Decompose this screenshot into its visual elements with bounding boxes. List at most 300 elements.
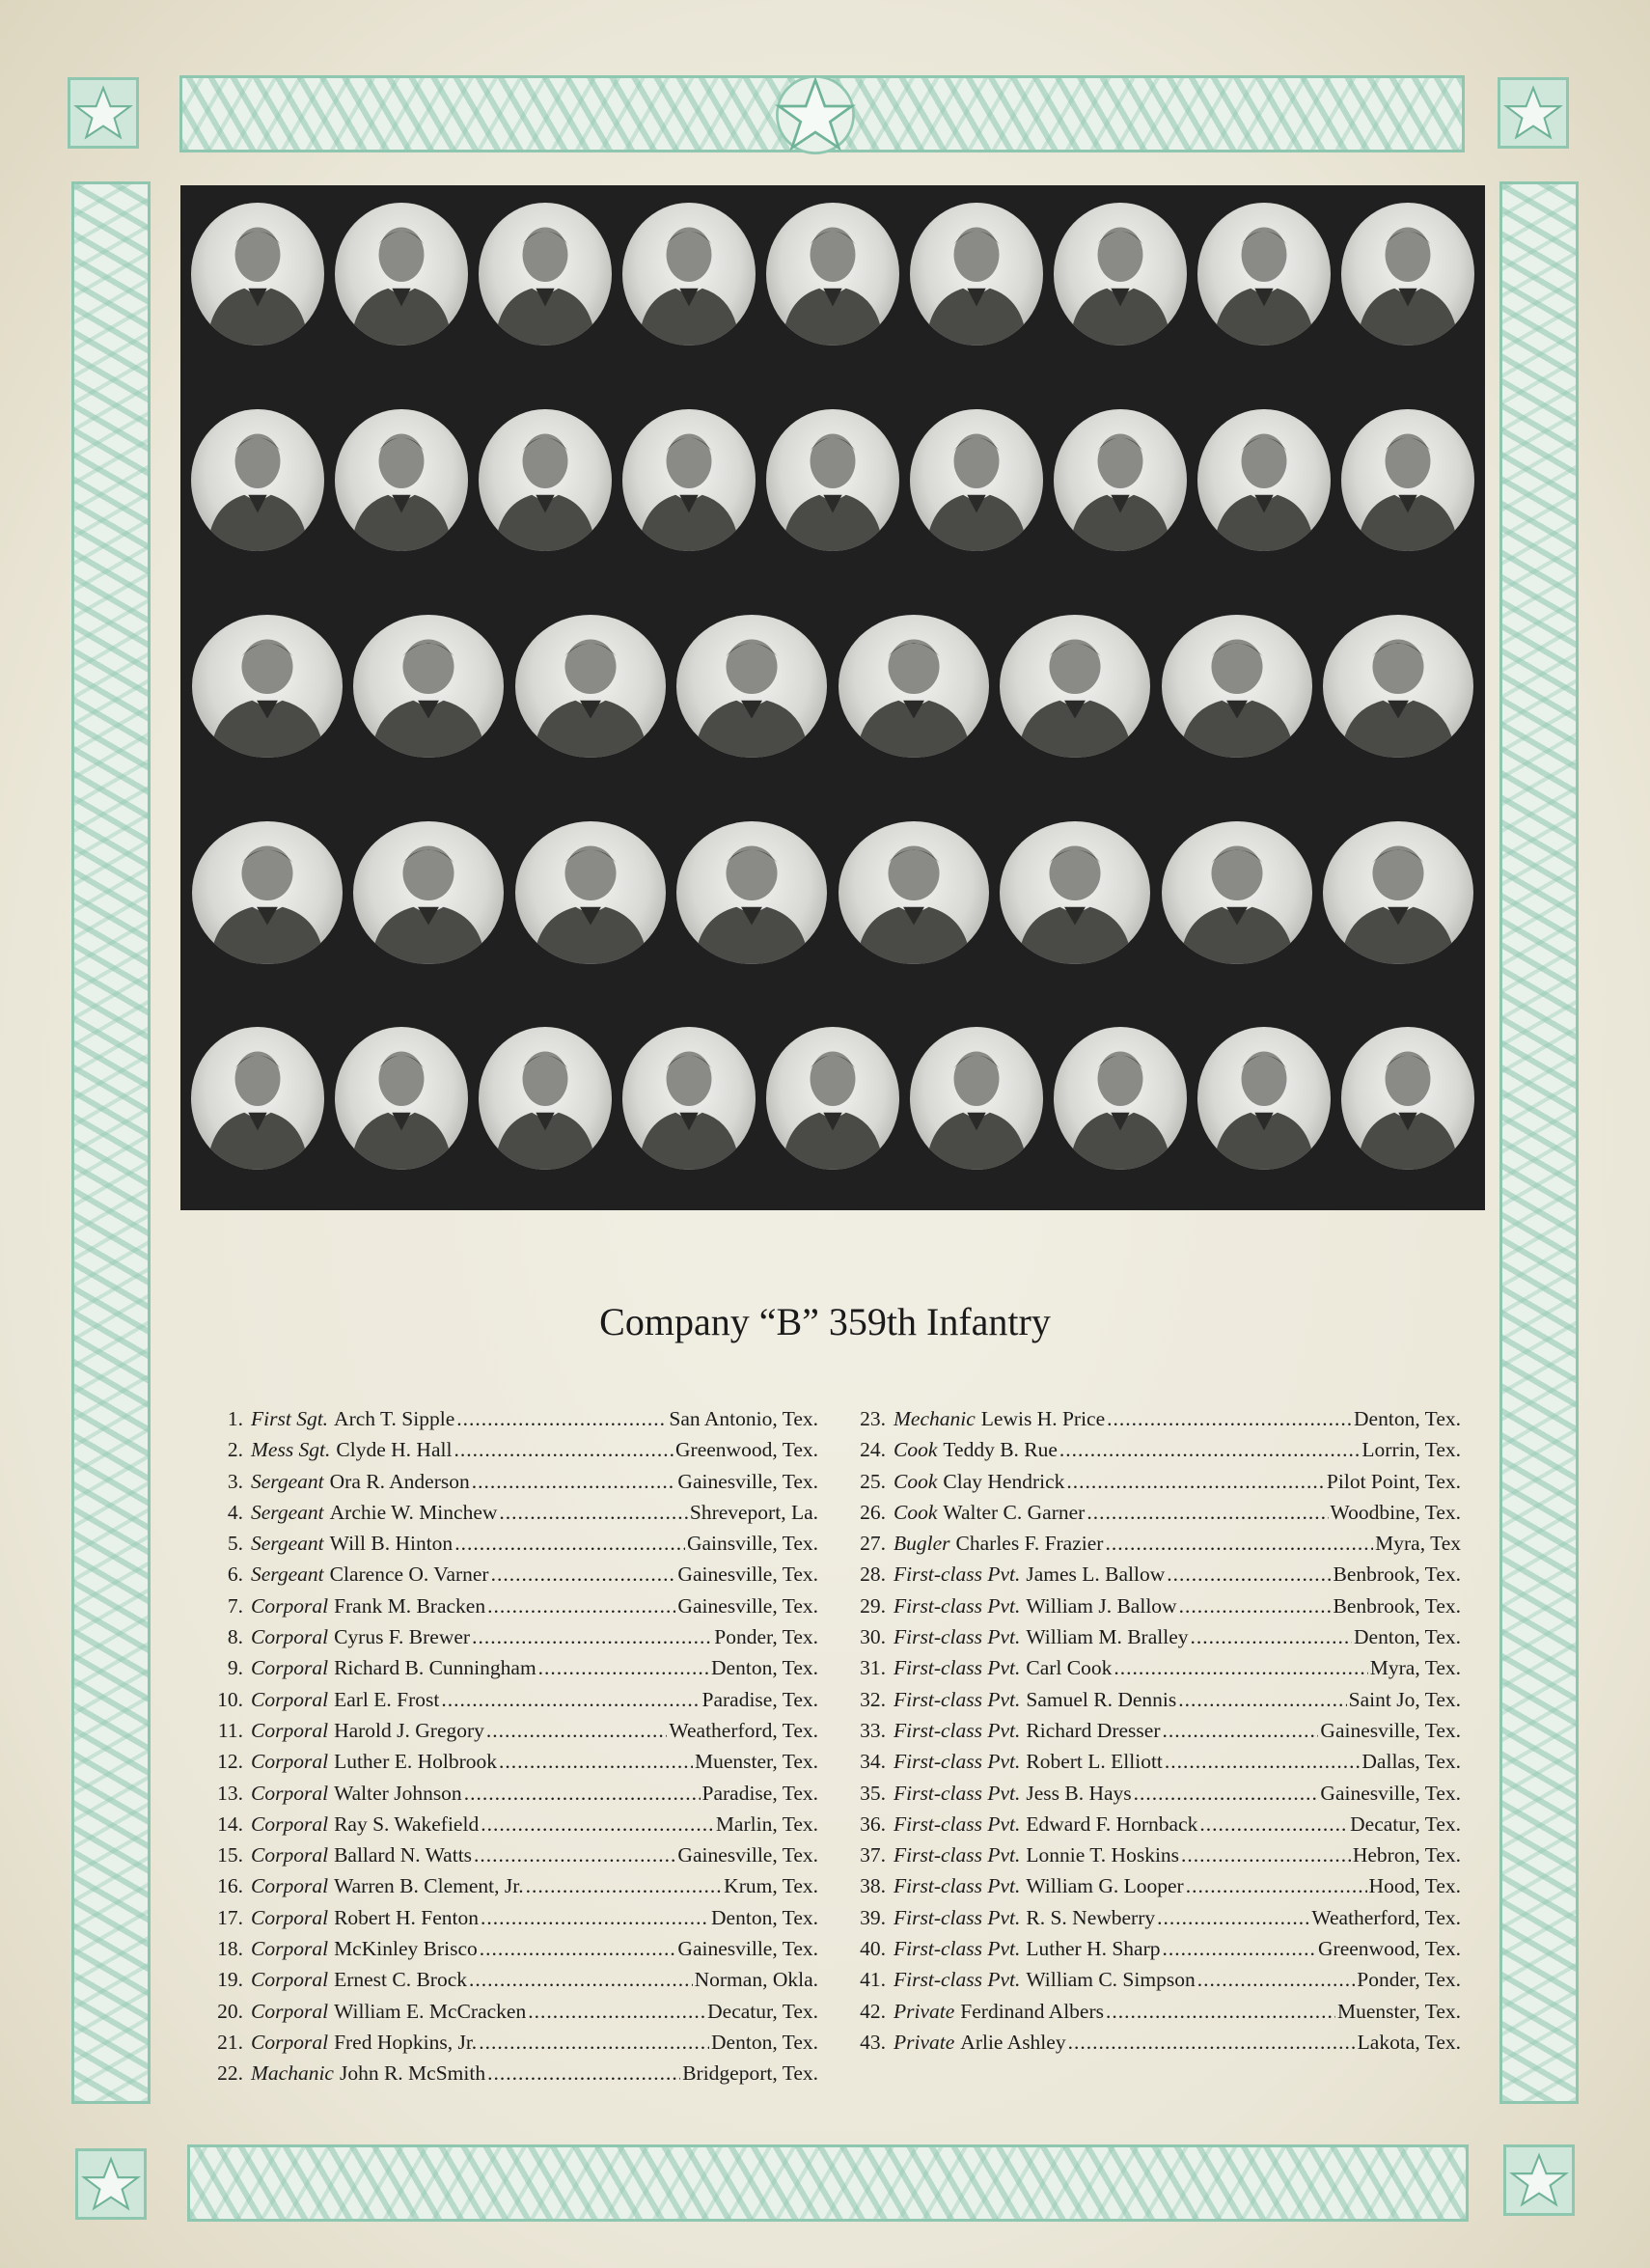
roster-number: 43. <box>860 2030 886 2054</box>
center-star-icon <box>772 71 859 158</box>
roster-rank: Machanic <box>251 2061 334 2086</box>
roster-rank: Mechanic <box>894 1407 976 1430</box>
dot-leader <box>441 1688 700 1712</box>
roster-entry <box>843 1438 1461 1469</box>
roster-name: Fred Hopkins, Jr. <box>334 2030 478 2054</box>
roster-entry <box>843 1625 1461 1656</box>
portrait-photo <box>622 203 756 346</box>
roster-name: William J. Ballow <box>1026 1593 1177 1618</box>
star-icon <box>1498 77 1569 149</box>
dot-leader <box>1086 1501 1328 1525</box>
roster-rank: Private <box>894 1999 955 2023</box>
roster-number: 7. <box>227 1593 243 1618</box>
dot-leader <box>481 1812 714 1837</box>
portrait-photo <box>839 615 989 758</box>
dot-leader <box>454 1438 674 1462</box>
roster-town: Pilot Point, Tex. <box>1326 1469 1461 1493</box>
portrait-photo <box>192 615 343 758</box>
roster-rank: Sergeant <box>251 1500 324 1524</box>
portrait-photo <box>766 1027 899 1170</box>
roster-rank: Corporal <box>251 1593 329 1618</box>
roster-number: 21. <box>217 2030 243 2054</box>
roster-entry <box>843 1532 1461 1563</box>
portrait-photo <box>1000 821 1150 964</box>
portrait-photo <box>1323 615 1473 758</box>
dot-leader <box>454 1532 685 1556</box>
roster-number: 14. <box>217 1812 243 1836</box>
roster-rank: Corporal <box>251 1781 329 1805</box>
roster-number: 35. <box>860 1781 886 1805</box>
dot-leader <box>1186 1874 1367 1898</box>
roster-name: Frank M. Bracken <box>334 1593 486 1618</box>
roster-rank: First-class Pvt. <box>894 1843 1021 1867</box>
roster-town: Myra, Tex <box>1375 1532 1461 1556</box>
roster-number: 18. <box>217 1937 243 1961</box>
roster-entry <box>201 1501 818 1532</box>
left-ornament-band <box>71 181 151 2104</box>
roster-town: Lakota, Tex. <box>1357 2030 1461 2054</box>
roster-entry <box>843 1782 1461 1812</box>
dot-leader <box>480 1937 676 1961</box>
roster-town: Shreveport, La. <box>689 1500 818 1524</box>
portrait-photo <box>766 203 899 346</box>
roster-entry <box>201 1968 818 1999</box>
dot-leader <box>1197 1968 1356 1992</box>
roster-town: Bridgeport, Tex. <box>682 2061 818 2086</box>
roster-town: Krum, Tex. <box>724 1874 818 1898</box>
dot-leader <box>469 1968 693 1992</box>
roster-entry <box>201 1407 818 1438</box>
portrait-photo <box>1197 203 1331 346</box>
dot-leader <box>1178 1688 1346 1712</box>
roster-rank: Corporal <box>251 1968 329 1992</box>
dot-leader <box>487 1594 675 1618</box>
dot-leader <box>487 2061 680 2086</box>
roster-number: 27. <box>860 1532 886 1556</box>
roster-town: Saint Jo, Tex. <box>1348 1687 1461 1711</box>
roster-rank: First-class Pvt. <box>894 1937 1021 1961</box>
roster-number: 17. <box>217 1905 243 1929</box>
roster-name: Teddy B. Rue <box>943 1438 1058 1462</box>
roster-town: Paradise, Tex. <box>701 1687 818 1711</box>
roster-rank: Sergeant <box>251 1469 324 1493</box>
page-title: Company “B” 359th Infantry <box>599 1300 1051 1343</box>
roster-rank: Corporal <box>251 1656 329 1680</box>
roster-town: Denton, Tex. <box>711 2030 818 2054</box>
roster-number: 11. <box>217 1718 243 1742</box>
roster-name: R. S. Newberry <box>1026 1905 1156 1929</box>
portrait-photo <box>676 821 827 964</box>
roster-number: 20. <box>217 1999 243 2023</box>
roster-name: Robert H. Fenton <box>334 1905 479 1929</box>
roster-town: Gainesville, Tex. <box>677 1937 818 1961</box>
roster-entry <box>843 2031 1461 2061</box>
roster-rank: First-class Pvt. <box>894 1625 1021 1649</box>
dot-leader <box>499 1501 687 1525</box>
roster-entry <box>843 1937 1461 1968</box>
roster-name: Cyrus F. Brewer <box>334 1625 471 1649</box>
roster-entry <box>201 1906 818 1937</box>
dot-leader <box>456 1407 667 1431</box>
roster-town: Weatherford, Tex. <box>669 1718 818 1742</box>
bottom-ornament-band <box>187 2144 1469 2222</box>
portrait-photo <box>1323 821 1473 964</box>
portrait-photo <box>353 615 504 758</box>
roster-entry <box>843 1688 1461 1719</box>
dot-leader <box>479 2031 709 2055</box>
portrait-photo <box>1162 615 1312 758</box>
roster-name: William E. McCracken <box>334 1999 527 2023</box>
roster-entry <box>201 1656 818 1687</box>
portrait-photo <box>910 203 1043 346</box>
roster-entry <box>843 1719 1461 1750</box>
roster-entry <box>201 1594 818 1625</box>
roster-name: William C. Simpson <box>1026 1968 1196 1992</box>
roster-name: Richard B. Cunningham <box>334 1656 536 1680</box>
roster-town: Ponder, Tex. <box>1357 1968 1461 1992</box>
roster-name: Ballard N. Watts <box>334 1843 473 1867</box>
roster-rank: Cook <box>894 1469 938 1493</box>
roster-rank: First-class Pvt. <box>894 1687 1021 1711</box>
dot-leader <box>499 1750 693 1774</box>
roster-number: 24. <box>860 1438 886 1462</box>
portrait-photo <box>1000 615 1150 758</box>
roster-rank: Sergeant <box>251 1532 324 1556</box>
dot-leader <box>538 1656 709 1680</box>
roster-entry <box>843 1594 1461 1625</box>
portrait-photo <box>622 1027 756 1170</box>
roster-name: Arlie Ashley <box>960 2030 1066 2054</box>
roster-number: 15. <box>217 1843 243 1867</box>
roster-rank: Corporal <box>251 2030 329 2054</box>
roster-entry <box>843 1501 1461 1532</box>
roster-rank: Corporal <box>251 1718 329 1742</box>
roster-entry <box>201 2031 818 2061</box>
portrait-photo <box>335 203 468 346</box>
portrait-photo <box>191 1027 324 1170</box>
roster-town: Denton, Tex. <box>1354 1625 1461 1649</box>
roster-number: 13. <box>217 1781 243 1805</box>
roster-rank: Private <box>894 2030 955 2054</box>
roster-name: Jess B. Hays <box>1026 1781 1132 1805</box>
portrait-photo <box>192 821 343 964</box>
roster-number: 32. <box>860 1687 886 1711</box>
portrait-photo <box>622 409 756 552</box>
roster-rank: Cook <box>894 1438 938 1462</box>
roster-rank: First-class Pvt. <box>894 1968 1021 1992</box>
right-ornament-band <box>1499 181 1579 2104</box>
portrait-photo <box>1054 203 1187 346</box>
roster-town: Greenwood, Tex. <box>1318 1937 1461 1961</box>
roster-rank: First-class Pvt. <box>894 1905 1021 1929</box>
roster-name: Robert L. Elliott <box>1026 1750 1163 1774</box>
roster-town: Muenster, Tex. <box>1336 1999 1461 2023</box>
roster-rank: First-class Pvt. <box>894 1781 1021 1805</box>
roster-name: Earl E. Frost <box>334 1687 440 1711</box>
roster-number: 4. <box>227 1500 243 1524</box>
roster-town: Greenwood, Tex. <box>675 1438 818 1462</box>
roster-name: Clarence O. Varner <box>329 1563 489 1587</box>
roster-rank: Cook <box>894 1500 938 1524</box>
roster-name: Will B. Hinton <box>329 1532 454 1556</box>
roster-entry <box>201 1782 818 1812</box>
portrait-photo <box>479 203 612 346</box>
roster-entry <box>843 1656 1461 1687</box>
roster-rank: Corporal <box>251 1999 329 2023</box>
roster-name: Lewis H. Price <box>980 1407 1106 1430</box>
roster-entry <box>201 1937 818 1968</box>
roster-number: 31. <box>860 1656 886 1680</box>
portrait-photo <box>479 409 612 552</box>
roster-number: 22. <box>217 2061 243 2086</box>
star-icon <box>68 77 139 149</box>
roster-name: Harold J. Gregory <box>334 1718 484 1742</box>
dot-leader <box>1181 1843 1351 1867</box>
roster-number: 42. <box>860 1999 886 2023</box>
roster-name: Carl Cook <box>1026 1656 1113 1680</box>
portrait-photo <box>1054 1027 1187 1170</box>
roster-number: 38. <box>860 1874 886 1898</box>
roster-number: 37. <box>860 1843 886 1867</box>
roster-entry <box>843 1906 1461 1937</box>
dot-leader <box>1106 2000 1335 2024</box>
roster-town: Gainesville, Tex. <box>677 1843 818 1867</box>
roster-name: John R. McSmith <box>339 2061 486 2086</box>
portrait-photo <box>676 615 827 758</box>
roster-town: Woodbine, Tex. <box>1330 1500 1461 1524</box>
roster-rank: First-class Pvt. <box>894 1750 1021 1774</box>
roster-town: Gainesville, Tex. <box>1320 1718 1461 1742</box>
roster-number: 26. <box>860 1500 886 1524</box>
roster-rank: First-class Pvt. <box>894 1812 1021 1836</box>
roster-name: Charles F. Frazier <box>955 1532 1104 1556</box>
roster-town: Gainsville, Tex. <box>686 1532 818 1556</box>
roster-rank: Corporal <box>251 1905 329 1929</box>
portrait-photo <box>1162 821 1312 964</box>
roster-number: 39. <box>860 1905 886 1929</box>
dot-leader <box>472 1470 676 1494</box>
roster-town: Benbrook, Tex. <box>1333 1593 1461 1618</box>
roster-rank: Sergeant <box>251 1563 324 1587</box>
roster-entry <box>843 1874 1461 1905</box>
roster-name: Ernest C. Brock <box>334 1968 467 1992</box>
dot-leader <box>526 1874 723 1898</box>
roster-town: Benbrook, Tex. <box>1333 1563 1461 1587</box>
roster-name: Luther E. Holbrook <box>334 1750 498 1774</box>
roster-entry <box>201 1719 818 1750</box>
roster-number: 1. <box>227 1407 243 1430</box>
dot-leader <box>486 1719 668 1743</box>
roster-town: Muenster, Tex. <box>694 1750 818 1774</box>
roster-right-column <box>843 1407 1461 2061</box>
roster-entry <box>843 1812 1461 1843</box>
roster-rank: First-class Pvt. <box>894 1874 1021 1898</box>
portrait-photo <box>335 409 468 552</box>
dot-leader <box>1162 1719 1318 1743</box>
portrait-photo <box>766 409 899 552</box>
roster-number: 34. <box>860 1750 886 1774</box>
roster-entry <box>201 2061 818 2092</box>
roster-entry <box>201 1750 818 1781</box>
roster-name: Arch T. Sipple <box>334 1407 455 1430</box>
dot-leader <box>1165 1750 1361 1774</box>
dot-leader <box>1066 1470 1325 1494</box>
roster-town: Decatur, Tex. <box>707 1999 818 2023</box>
portrait-photo <box>910 409 1043 552</box>
roster-name: Walter C. Garner <box>943 1500 1086 1524</box>
roster-entry <box>201 1874 818 1905</box>
roster-town: Decatur, Tex. <box>1350 1812 1461 1836</box>
portrait-photo <box>515 821 666 964</box>
roster-number: 40. <box>860 1937 886 1961</box>
roster-town: Gainesville, Tex. <box>677 1593 818 1618</box>
roster-number: 41. <box>860 1968 886 1992</box>
portrait-photo <box>1341 409 1474 552</box>
roster-number: 30. <box>860 1625 886 1649</box>
roster-name: Samuel R. Dennis <box>1026 1687 1177 1711</box>
dot-leader <box>1157 1906 1309 1930</box>
roster-entry <box>843 1407 1461 1438</box>
roster-name: William M. Bralley <box>1026 1625 1189 1649</box>
roster-town: Marlin, Tex. <box>715 1812 818 1836</box>
roster-town: Hebron, Tex. <box>1352 1843 1461 1867</box>
dot-leader <box>1105 1532 1373 1556</box>
portrait-photo <box>1341 203 1474 346</box>
dot-leader <box>472 1625 712 1649</box>
roster-entry <box>201 1625 818 1656</box>
roster-rank: Corporal <box>251 1843 329 1867</box>
portrait-photo <box>1341 1027 1474 1170</box>
roster-number: 16. <box>217 1874 243 1898</box>
roster-entry <box>201 1843 818 1874</box>
roster-rank: Corporal <box>251 1937 329 1961</box>
portrait-photo <box>1054 409 1187 552</box>
roster-number: 3. <box>227 1469 243 1493</box>
roster-number: 12. <box>217 1750 243 1774</box>
roster-number: 19. <box>217 1968 243 1992</box>
roster-number: 6. <box>227 1563 243 1587</box>
roster-name: William G. Looper <box>1026 1874 1184 1898</box>
roster-town: Myra, Tex. <box>1369 1656 1461 1680</box>
roster-name: McKinley Brisco <box>334 1937 478 1961</box>
dot-leader <box>1163 1937 1317 1961</box>
roster-entry <box>843 1563 1461 1593</box>
roster-rank: Corporal <box>251 1874 329 1898</box>
roster-name: Lonnie T. Hoskins <box>1026 1843 1180 1867</box>
dot-leader <box>1059 1438 1360 1462</box>
roster-number: 25. <box>860 1469 886 1493</box>
roster-town: Denton, Tex. <box>711 1656 818 1680</box>
dot-leader <box>1179 1594 1332 1618</box>
roster-town: Gainesville, Tex. <box>677 1469 818 1493</box>
roster-number: 8. <box>227 1625 243 1649</box>
roster-entry <box>843 1470 1461 1501</box>
roster-name: Ferdinand Albers <box>960 1999 1104 2023</box>
dot-leader <box>464 1782 701 1806</box>
roster-entry <box>201 1438 818 1469</box>
roster-name: Luther H. Sharp <box>1026 1937 1161 1961</box>
dot-leader <box>1134 1782 1319 1806</box>
roster-number: 28. <box>860 1563 886 1587</box>
roster-town: Norman, Okla. <box>694 1968 818 1992</box>
roster-entry <box>843 1750 1461 1781</box>
roster-name: James L. Ballow <box>1026 1563 1166 1587</box>
roster-rank: Bugler <box>894 1532 950 1556</box>
roster-town: Paradise, Tex. <box>701 1781 818 1805</box>
portrait-photo <box>515 615 666 758</box>
portrait-photo <box>191 203 324 346</box>
roster-rank: First-class Pvt. <box>894 1718 1021 1742</box>
portrait-photo-panel <box>180 185 1485 1210</box>
roster-entry <box>201 1470 818 1501</box>
dot-leader <box>1068 2031 1356 2055</box>
roster-name: Clyde H. Hall <box>336 1438 453 1462</box>
roster-town: Ponder, Tex. <box>714 1625 818 1649</box>
roster-town: Gainesville, Tex. <box>677 1563 818 1587</box>
portrait-photo <box>1197 409 1331 552</box>
roster-rank: First-class Pvt. <box>894 1563 1021 1587</box>
dot-leader <box>481 1906 709 1930</box>
dot-leader <box>1199 1812 1348 1837</box>
roster-number: 9. <box>227 1656 243 1680</box>
portrait-photo <box>1197 1027 1331 1170</box>
roster-rank: Corporal <box>251 1625 329 1649</box>
roster-rank: First Sgt. <box>251 1407 329 1430</box>
roster-number: 33. <box>860 1718 886 1742</box>
dot-leader <box>1114 1656 1367 1680</box>
portrait-photo <box>353 821 504 964</box>
roster-entry <box>201 1812 818 1843</box>
portrait-photo <box>479 1027 612 1170</box>
roster-rank: First-class Pvt. <box>894 1656 1021 1680</box>
roster-entry <box>843 2000 1461 2031</box>
dot-leader <box>491 1563 676 1587</box>
roster-name: Archie W. Minchew <box>329 1500 498 1524</box>
roster-town: Gainesville, Tex. <box>1320 1781 1461 1805</box>
roster-number: 36. <box>860 1812 886 1836</box>
dot-leader <box>1167 1563 1331 1587</box>
dot-leader <box>1107 1407 1352 1431</box>
roster-number: 23. <box>860 1407 886 1430</box>
roster-rank: Corporal <box>251 1750 329 1774</box>
roster-rank: First-class Pvt. <box>894 1593 1021 1618</box>
roster-name: Clay Hendrick <box>943 1469 1065 1493</box>
roster-town: Weatherford, Tex. <box>1311 1905 1461 1929</box>
roster-name: Warren B. Clement, Jr. <box>334 1874 524 1898</box>
roster-name: Edward F. Hornback <box>1026 1812 1198 1836</box>
roster-entry <box>201 1688 818 1719</box>
roster-entry <box>201 1563 818 1593</box>
roster-entry <box>201 1532 818 1563</box>
roster-town: Lorrin, Tex. <box>1361 1438 1461 1462</box>
roster-number: 29. <box>860 1593 886 1618</box>
roster-town: Denton, Tex. <box>711 1905 818 1929</box>
roster-rank: Corporal <box>251 1812 329 1836</box>
star-icon <box>1503 2144 1575 2216</box>
roster-town: Denton, Tex. <box>1354 1407 1461 1430</box>
star-icon <box>75 2148 147 2220</box>
roster-town: San Antonio, Tex. <box>669 1407 818 1430</box>
roster-rank: Corporal <box>251 1687 329 1711</box>
roster-entry <box>843 1968 1461 1999</box>
roster-left-column <box>201 1407 818 2093</box>
dot-leader <box>528 2000 705 2024</box>
roster-number: 2. <box>227 1438 243 1462</box>
roster-number: 5. <box>227 1532 243 1556</box>
roster-entry <box>843 1843 1461 1874</box>
roster-town: Dallas, Tex. <box>1361 1750 1461 1774</box>
portrait-photo <box>191 409 324 552</box>
